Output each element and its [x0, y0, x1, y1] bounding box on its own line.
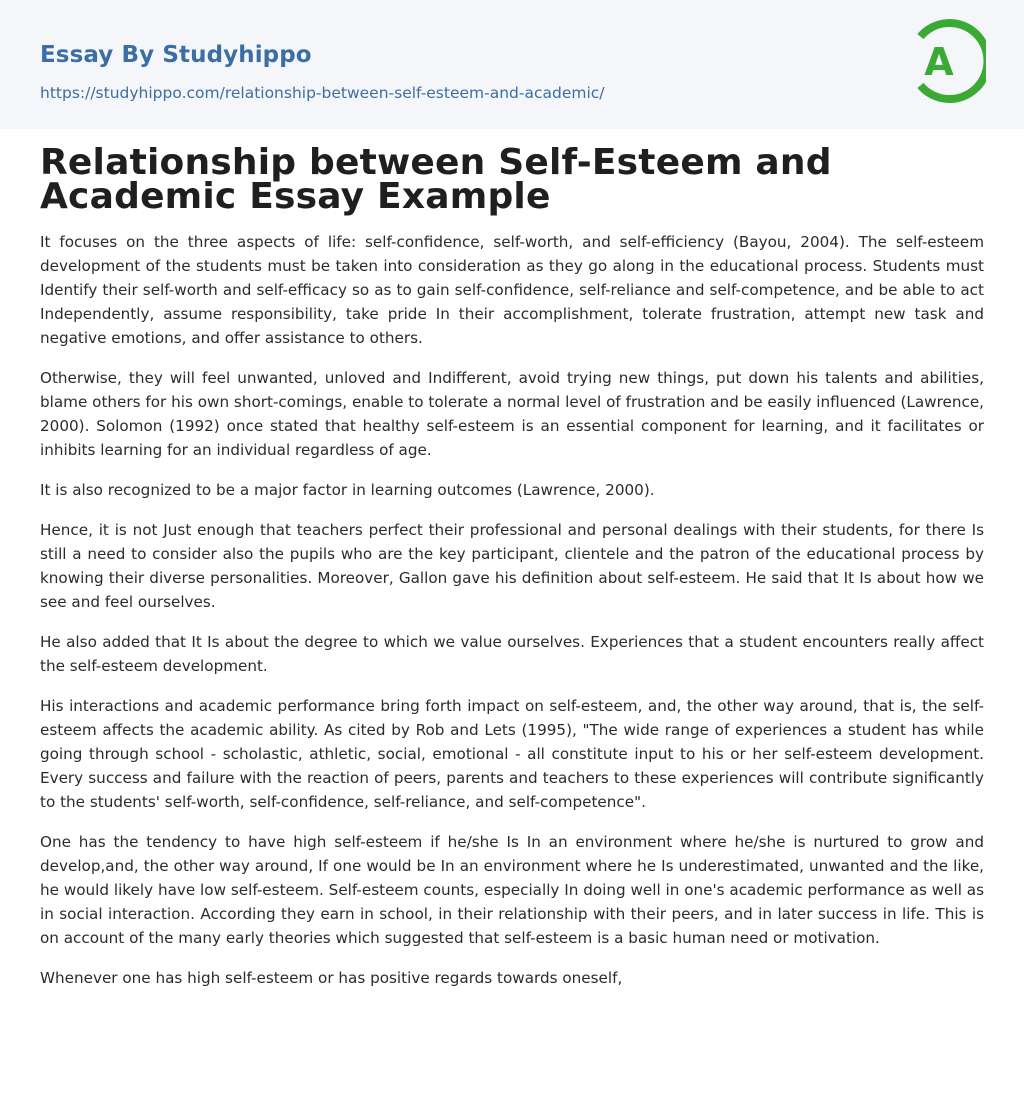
studyhippo-logo-icon[interactable]	[912, 19, 986, 105]
essay-content	[0, 142, 1024, 990]
essay-paragraph: One has the tendency to have high self-esteem if he/she Is In an environment where he/she is nurtured to grow and develop,and, the other way around, If one would be In an environment where he Is underestimated, unwanted and the like, he would likely have low self-esteem. Self-esteem counts, especially In doing well in one's academic performance as well as in social interaction. According they earn in school, in their relationship with their peers, and in later success in life. This is on account of the many early theories which suggested that self-esteem is a basic human need or motivation.	[40, 833, 984, 947]
essay-paragraph: It focuses on the three aspects of life: self-confidence, self-worth, and self-efficiency (Bayou, 2004). The self-esteem development of the students must be taken into consideration as they go along in the educational process. Students must Identify their self-worth and self-efficacy so as to gain self-confidence, self-reliance and self-competence, and be able to act Independently, assume responsibility, take pride In their accomplishment, tolerate frustration, attempt new task and negative emotions, and offer assistance to others.	[40, 233, 984, 347]
essay-paragraph: Whenever one has high self-esteem or has positive regards towards oneself,	[40, 969, 623, 987]
essay-paragraph: He also added that It Is about the degree to which we value ourselves. Experiences that a student encounters really affect the self-esteem development.	[40, 633, 984, 675]
essay-title: Relationship between Self-Esteem and Academic Essay Example	[40, 142, 832, 217]
essay-url-link[interactable]: https://studyhippo.com/relationship-between-self-esteem-and-academic/	[40, 84, 605, 102]
essay-paragraph: His interactions and academic performance bring forth impact on self-esteem, and, the other way around, that is, the self-esteem affects the academic ability. As cited by Rob and Lets (1995), "The wide range of experiences a student has while going through school - scholastic, athletic, social, emotional - all constitute input to his or her self-esteem development. Every success and failure with the reaction of peers, parents and teachers to these experiences will contribute significantly to the students' self-worth, self-confidence, self-reliance, and self-competence".	[40, 697, 984, 811]
site-header	[0, 0, 1024, 129]
logo-letter: A	[924, 40, 954, 84]
essay-paragraph: It is also recognized to be a major factor in learning outcomes (Lawrence, 2000).	[40, 481, 655, 499]
essay-paragraph: Hence, it is not Just enough that teachers perfect their professional and personal dealings with their students, for there Is still a need to consider also the pupils who are the key participant, clientele and the patron of the educational process by knowing their diverse personalities. Moreover, Gallon gave his definition about self-esteem. He said that It Is about how we see and feel ourselves.	[40, 521, 984, 611]
brand-name[interactable]: Essay By Studyhippo	[40, 42, 312, 68]
essay-paragraph: Otherwise, they will feel unwanted, unloved and Indifferent, avoid trying new things, put down his talents and abilities, blame others for his own short-comings, enable to tolerate a normal level of frustration and be easily influenced (Lawrence, 2000). Solomon (1992) once stated that healthy self-esteem is an essential component for learning, and it facilitates or inhibits learning for an individual regardless of age.	[40, 369, 984, 459]
